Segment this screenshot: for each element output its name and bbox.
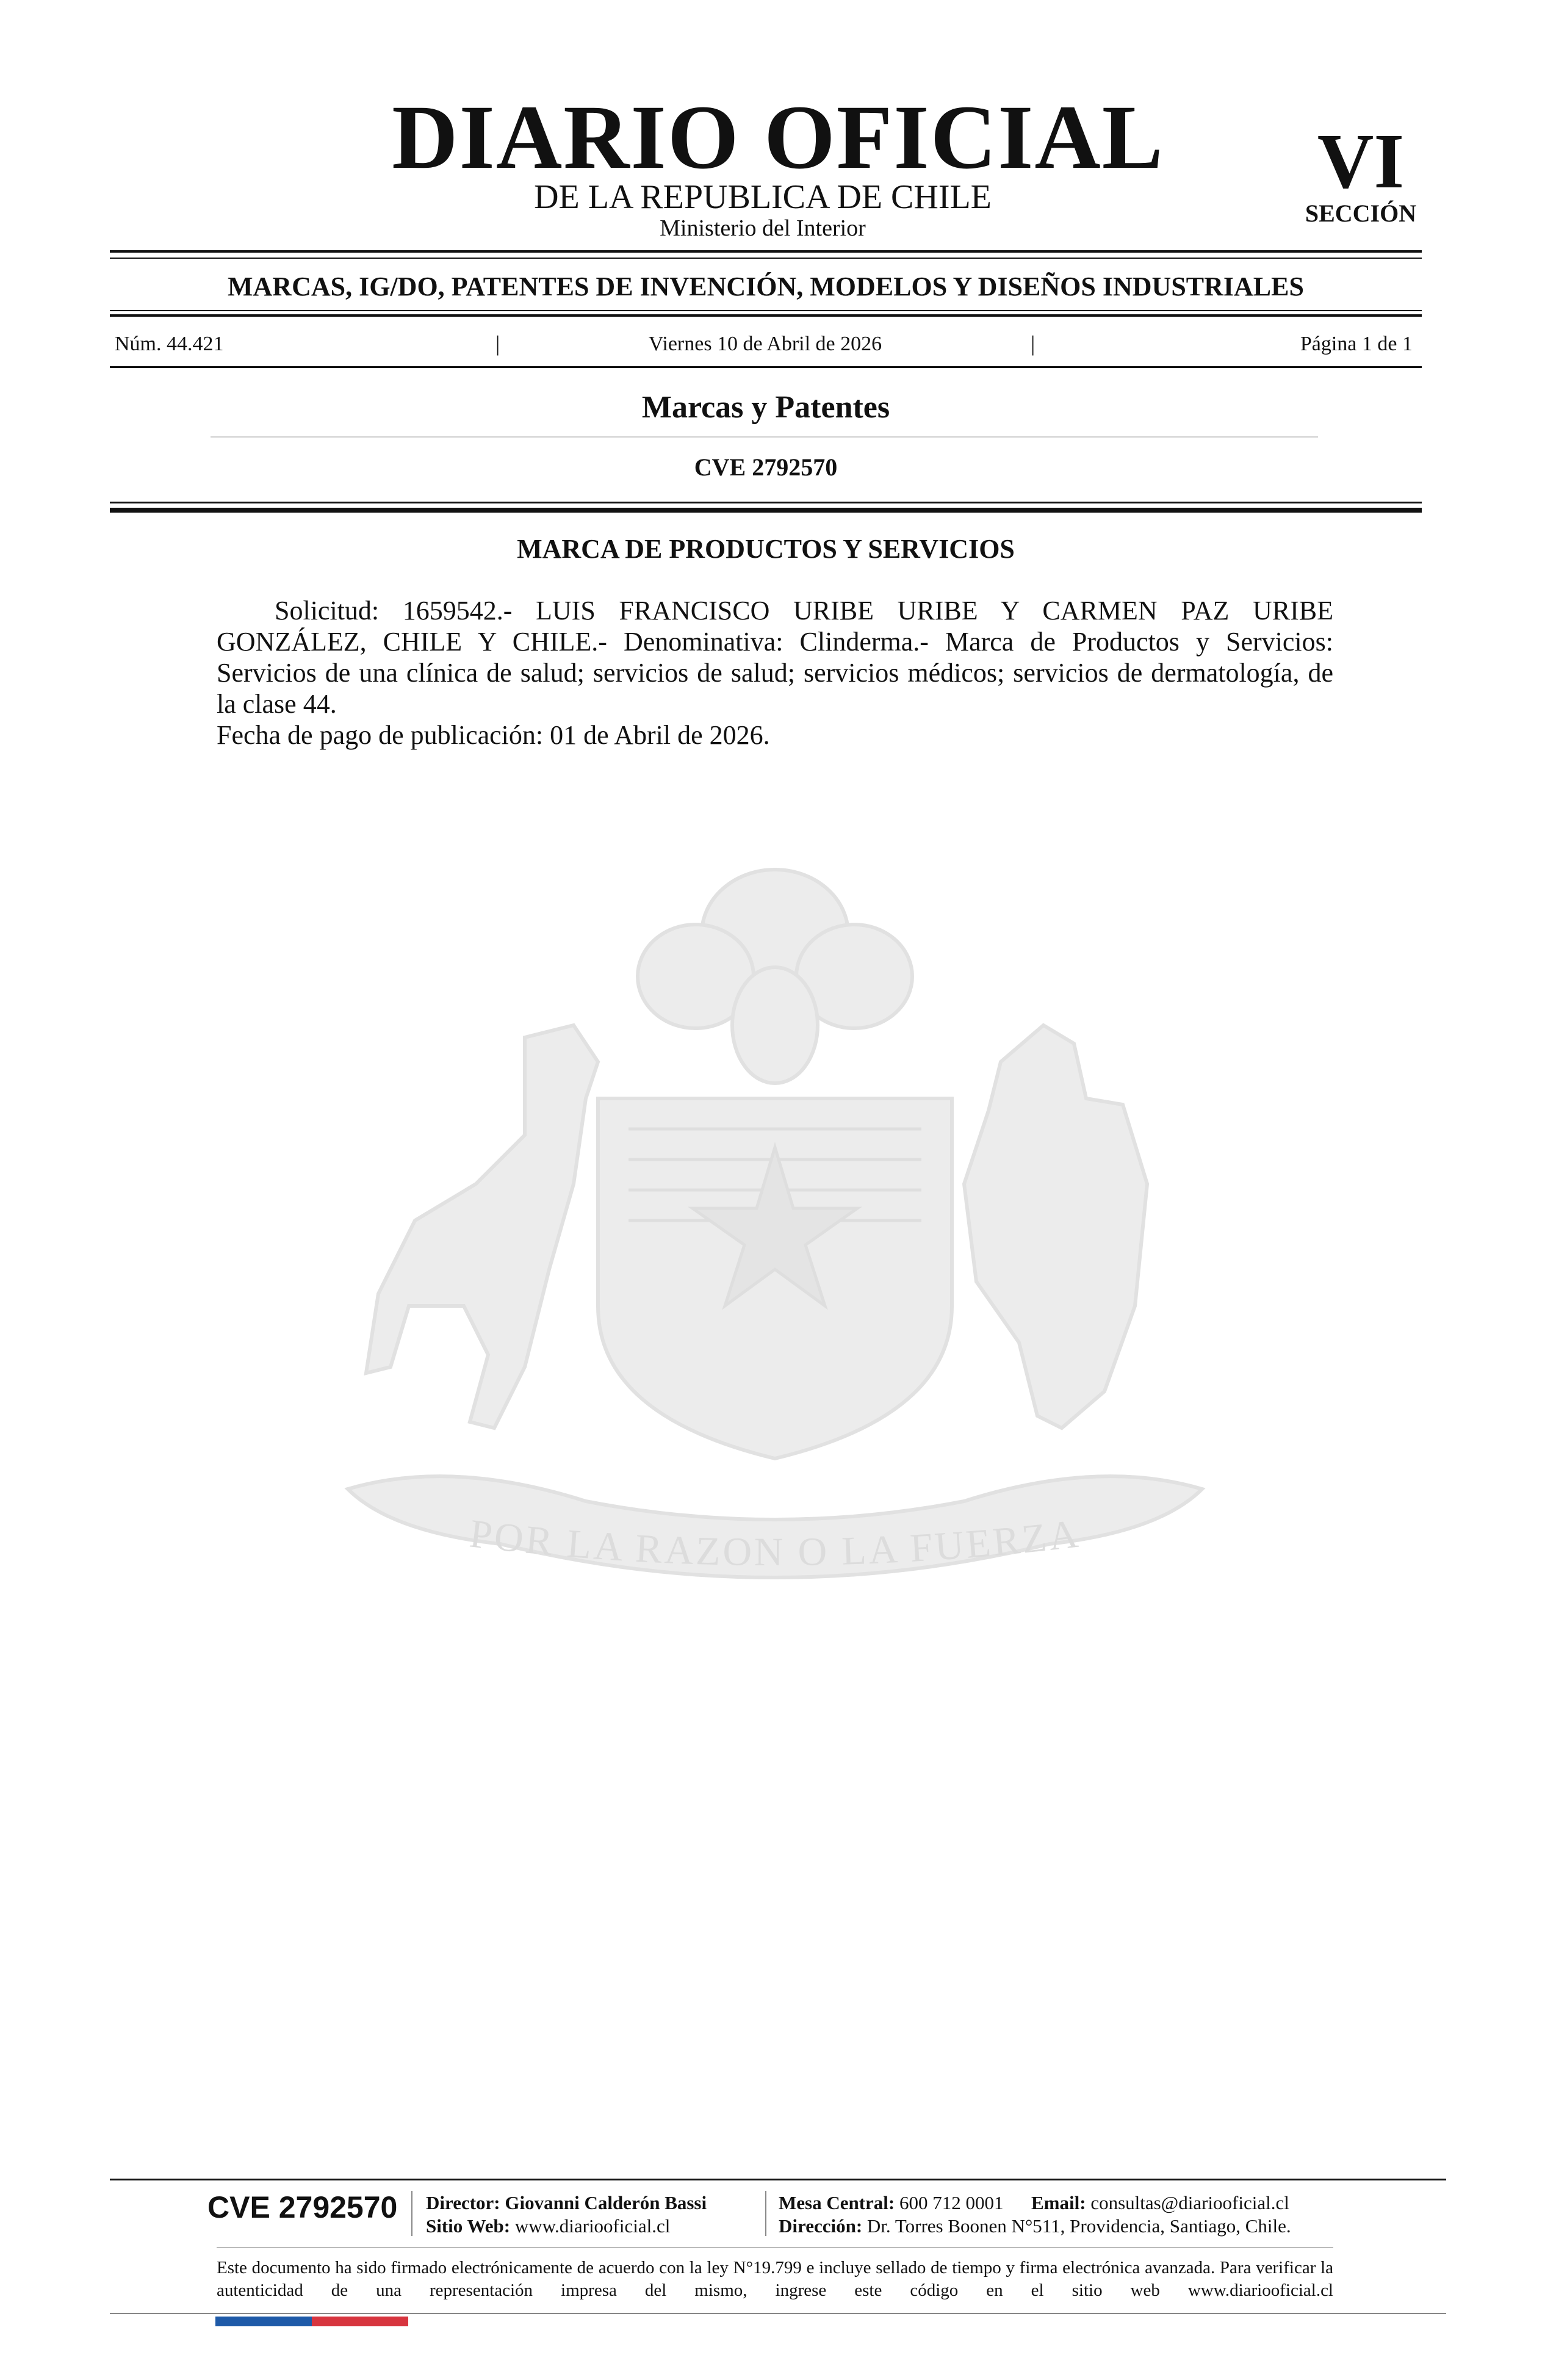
section-label: SECCIÓN bbox=[1305, 200, 1417, 227]
email-link[interactable]: consultas@diariooficial.cl bbox=[1090, 2192, 1289, 2213]
section-rule-top bbox=[110, 310, 1422, 311]
website-line bbox=[426, 2216, 670, 2235]
signature-disclaimer: Este documento ha sido firmado electrónicamente de acuerdo con la ley N°19.799 e incluye sellado de tiempo y firma electrónica avanzada. Para verificar la autenticidad de una representación impresa del mismo, ingrese este código en el sitio web www.diariooficial.cl bbox=[217, 2258, 1333, 2300]
issue-date: Viernes 10 de Abril de 2026 bbox=[648, 333, 882, 355]
coat-of-arms-watermark bbox=[207, 842, 1342, 1672]
phone-label: Mesa Central: bbox=[779, 2192, 895, 2213]
payment-date-line: Fecha de pago de publicación: 01 de Abril de 2026. bbox=[217, 720, 770, 750]
meta-separator: | bbox=[495, 331, 500, 356]
meta-separator: | bbox=[1031, 331, 1036, 356]
email-label: Email: bbox=[1031, 2192, 1086, 2213]
section-number: VI bbox=[1317, 118, 1405, 204]
director-label: Director: bbox=[426, 2192, 500, 2213]
footer-thin-rule bbox=[217, 2247, 1333, 2248]
footer-divider bbox=[765, 2191, 766, 2236]
website-label: Sitio Web: bbox=[426, 2215, 511, 2237]
footer-divider bbox=[411, 2191, 412, 2236]
footer-bottom-rule bbox=[110, 2313, 1446, 2314]
watermark-motto: POR LA RAZON O LA FUERZA bbox=[467, 1511, 1083, 1575]
page-heading: Marcas y Patentes bbox=[641, 390, 890, 425]
footer-rule bbox=[110, 2179, 1446, 2180]
newspaper-subtitle: DE LA REPUBLICA DE CHILE bbox=[534, 178, 992, 216]
director-name: Giovanni Calderón Bassi bbox=[505, 2192, 707, 2213]
notice-paragraph: Solicitud: 1659542.- LUIS FRANCISCO URIBE URIBE Y CARMEN PAZ URIBE GONZÁLEZ, CHILE Y CHILE.- Denominativa: Clinderma.- Marca de Productos y Servicios: Servicios de una clínica de salud; servicios de salud; servicios médicos; servicios de dermatología, de la clase 44. bbox=[217, 596, 1333, 719]
heading-divider bbox=[211, 436, 1318, 438]
cve-code: CVE 2792570 bbox=[694, 453, 838, 481]
ministry-line: Ministerio del Interior bbox=[660, 215, 866, 241]
issue-number: Núm. 44.421 bbox=[115, 333, 224, 355]
content-rule-thick bbox=[110, 508, 1422, 513]
masthead-rule-bottom bbox=[110, 258, 1422, 259]
address-label: Dirección: bbox=[779, 2215, 863, 2237]
flag-stripe-blue bbox=[215, 2317, 312, 2326]
contact-line bbox=[779, 2193, 1289, 2212]
director-line bbox=[426, 2193, 707, 2212]
address-line bbox=[779, 2216, 1291, 2235]
notice-heading: MARCA DE PRODUCTOS Y SERVICIOS bbox=[517, 534, 1015, 564]
phone-number: 600 712 0001 bbox=[899, 2192, 1004, 2213]
content-rule-thin bbox=[110, 502, 1422, 503]
website-link[interactable]: www.diariooficial.cl bbox=[514, 2215, 671, 2237]
flag-stripe-red bbox=[312, 2317, 408, 2326]
page-count: Página 1 de 1 bbox=[1300, 333, 1413, 355]
address-text: Dr. Torres Boonen N°511, Providencia, Santiago, Chile. bbox=[866, 2215, 1291, 2237]
section-title: MARCAS, IG/DO, PATENTES DE INVENCIÓN, MODELOS Y DISEÑOS INDUSTRIALES bbox=[228, 272, 1304, 301]
section-rule-bottom bbox=[110, 314, 1422, 317]
footer-cve-code: CVE 2792570 bbox=[207, 2190, 398, 2224]
masthead-rule-top bbox=[110, 250, 1422, 253]
newspaper-title: DIARIO OFICIAL bbox=[392, 87, 1164, 188]
notice-body bbox=[217, 595, 1333, 751]
meta-rule bbox=[110, 366, 1422, 368]
